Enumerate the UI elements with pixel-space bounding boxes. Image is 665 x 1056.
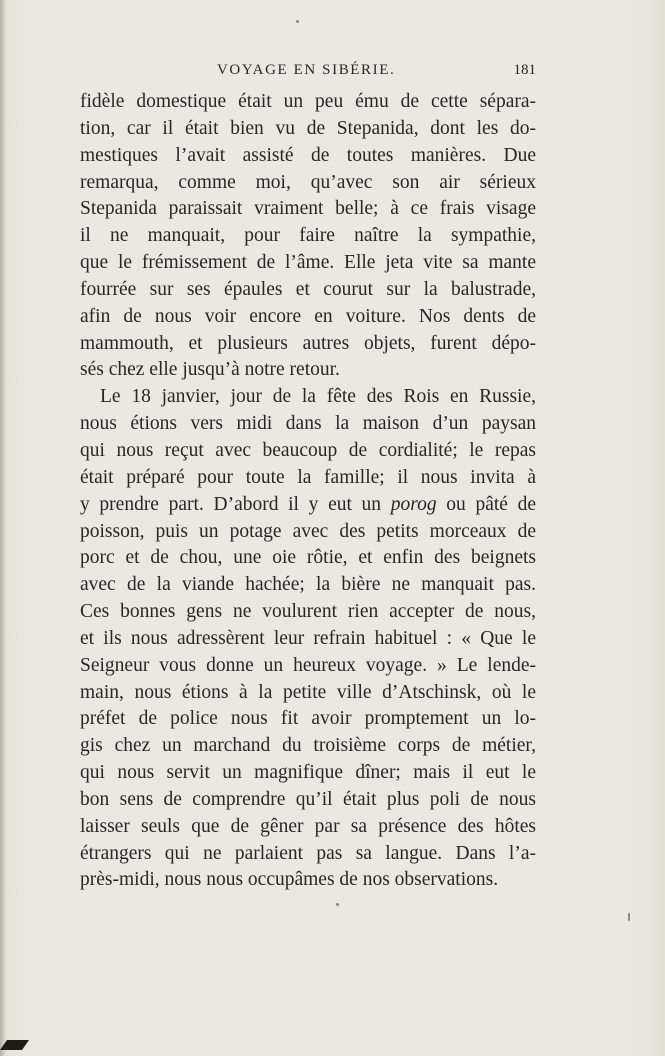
text-line: il ne manquait, pour faire naître la sympathie, bbox=[80, 225, 536, 247]
text-line: afin de nous voir encore en voiture. Nos dents de bbox=[80, 305, 536, 327]
paper-speck bbox=[628, 913, 630, 921]
text-line: nous étions vers midi dans la maison d’un paysan bbox=[80, 413, 536, 435]
paragraph-end-line: près-midi, nous nous occupâmes de nos observations. bbox=[80, 869, 499, 891]
text-line: main, nous étions à la petite ville d’Atschinsk, où le bbox=[80, 681, 536, 703]
paragraph-end-line: sés chez elle jusqu’à notre retour. bbox=[80, 359, 340, 381]
text-line: et ils nous adressèrent leur refrain habituel : « Que le bbox=[80, 627, 536, 649]
running-head: VOYAGE EN SIBÉRIE. bbox=[217, 62, 396, 78]
text-line: Stepanida paraissait vraiment belle; à ce frais visage bbox=[80, 198, 536, 220]
text-line: préfet de police nous fit avoir promptement un lo- bbox=[80, 708, 536, 730]
text-line: Seigneur vous donne un heureux voyage. » Le lende- bbox=[80, 654, 536, 676]
text-line: qui nous servit un magnifique dîner; mais il eut le bbox=[80, 762, 536, 784]
paper-speck bbox=[336, 903, 339, 906]
text-line: bon sens de comprendre qu’il était plus poli de nous bbox=[80, 788, 536, 810]
body-text bbox=[80, 89, 536, 894]
gutter-shadow bbox=[0, 0, 6, 1056]
corner-mark bbox=[0, 1040, 29, 1050]
text-line: étrangers qui ne parlaient pas sa langue. Dans l’a- bbox=[80, 842, 536, 864]
text-line: fidèle domestique était un peu ému de cette sépara- bbox=[80, 91, 536, 112]
text-line: qui nous reçut avec beaucoup de cordialité; le repas bbox=[80, 439, 536, 461]
page-number: 181 bbox=[513, 62, 536, 78]
text-line: poisson, puis un potage avec des petits morceaux de bbox=[80, 520, 536, 542]
text-line: était préparé pour toute la famille; il nous invita à bbox=[80, 466, 536, 488]
text-line: tion, car il était bien vu de Stepanida, dont les do- bbox=[80, 117, 536, 139]
line-segment: y prendre part. D’abord il y eut un bbox=[80, 493, 391, 515]
page-header bbox=[80, 58, 536, 86]
paragraph-first-line: Le 18 janvier, jour de la fête des Rois en Russie, bbox=[100, 386, 536, 408]
text-line: laisser seuls que de gêner par sa présence des hôtes bbox=[80, 815, 536, 837]
text-line: mammouth, et plusieurs autres objets, furent dépo- bbox=[80, 332, 536, 354]
text-line: gis chez un marchand du troisième corps de métier, bbox=[80, 735, 536, 757]
text-line: avec de la viande hachée; la bière ne manquait pas. bbox=[80, 574, 536, 596]
line-segment: ou pâté de bbox=[436, 493, 536, 515]
text-line: mestiques l’avait assisté de toutes manières. Due bbox=[80, 144, 536, 166]
italic-term: porog bbox=[390, 493, 437, 515]
text-line: que le frémissement de l’âme. Elle jeta vite sa mante bbox=[80, 252, 536, 274]
text-line: fourrée sur ses épaules et courut sur la balustrade, bbox=[80, 278, 536, 300]
text-line: porc et de chou, une oie rôtie, et enfin des beignets bbox=[80, 547, 536, 569]
text-line-with-italic bbox=[80, 492, 536, 519]
paper-speck bbox=[296, 20, 299, 23]
text-line: remarqua, comme moi, qu’avec son air sérieux bbox=[80, 171, 536, 193]
text-line: Ces bonnes gens ne voulurent rien accepter de nous, bbox=[80, 601, 536, 623]
